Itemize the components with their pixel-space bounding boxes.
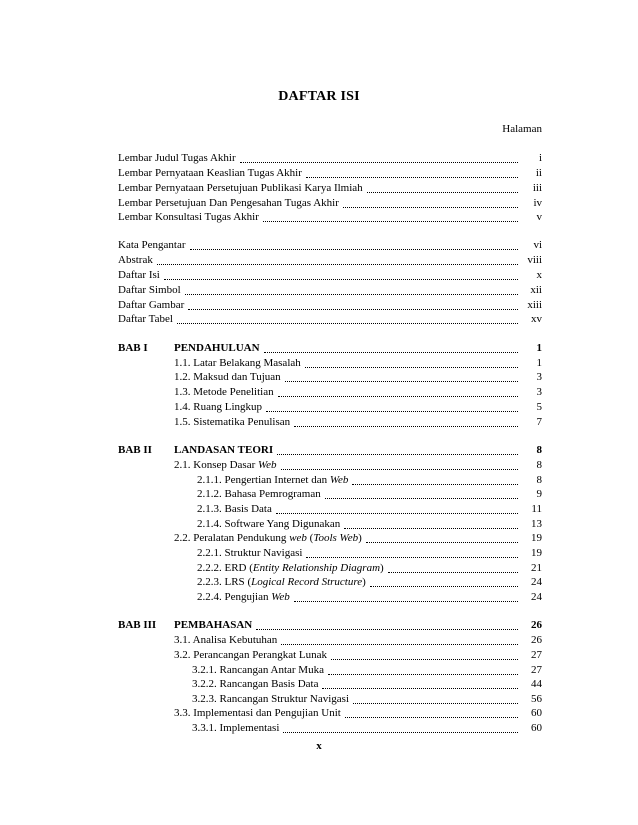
toc-entry-label: Lembar Konsultasi Tugas Akhir <box>118 211 259 223</box>
toc-dot-leader <box>366 532 518 543</box>
toc-entry-label: Abstrak <box>118 254 153 266</box>
toc-page-number: 26 <box>531 634 542 646</box>
toc-entry-label: 3.2.2. Rancangan Basis Data <box>192 678 319 690</box>
toc-page-number: 9 <box>536 488 542 500</box>
toc-page-number: viii <box>527 254 542 266</box>
toc-entry-label: 2.1. Konsep Dasar Web <box>174 459 277 471</box>
toc-entry-row <box>118 283 542 297</box>
toc-entry-row <box>174 400 542 414</box>
toc-entry-label: 3.1. Analisa Kebutuhan <box>174 634 278 646</box>
toc-dot-leader <box>278 386 518 397</box>
toc-entry-row <box>174 356 542 370</box>
toc-entry-row <box>118 151 542 165</box>
toc-dot-leader <box>352 474 518 485</box>
toc-entry-label: 1.1. Latar Belakang Masalah <box>174 357 301 369</box>
toc-entry-label: Lembar Persetujuan Dan Pengesahan Tugas Akhir <box>118 197 339 209</box>
toc-entry-row <box>118 181 542 195</box>
toc-entry-label: Kata Pengantar <box>118 239 186 251</box>
toc-entry-row <box>197 473 542 487</box>
toc-page-number: xii <box>530 284 542 296</box>
toc-page-number: iii <box>532 182 542 194</box>
page-column-label: Halaman <box>502 123 542 135</box>
toc-entry-label: 2.2.4. Pengujian Web <box>197 591 290 603</box>
toc-entry-label: 2.2.1. Struktur Navigasi <box>197 547 303 559</box>
toc-dot-leader <box>306 167 518 178</box>
toc-entry-row <box>118 196 542 210</box>
toc-page-number: 60 <box>531 707 542 719</box>
toc-page-number: 24 <box>531 576 542 588</box>
toc-entry-row <box>174 648 542 662</box>
toc-page-number: 8 <box>536 444 542 456</box>
toc-dot-leader <box>294 416 518 427</box>
toc-entry-label: 1.3. Metode Penelitian <box>174 386 274 398</box>
toc-entry-row <box>118 268 542 282</box>
toc-page-number: xiii <box>527 299 542 311</box>
toc-page-number: iv <box>533 197 542 209</box>
toc-entry-row <box>192 677 542 691</box>
toc-entry-row <box>197 546 542 560</box>
toc-dot-leader <box>367 182 518 193</box>
toc-dot-leader <box>343 197 518 208</box>
toc-dot-leader <box>353 693 518 704</box>
toc-page-number: 24 <box>531 591 542 603</box>
toc-entry-row <box>197 487 542 501</box>
toc-entry-row <box>174 415 542 429</box>
toc-entry-label: Lembar Pernyataan Persetujuan Publikasi Karya Ilmiah <box>118 182 363 194</box>
toc-entry-label: 2.1.1. Pengertian Internet dan Web <box>197 474 349 486</box>
toc-dot-leader <box>285 371 518 382</box>
toc-entry-row <box>118 298 542 312</box>
toc-dot-leader <box>281 459 518 470</box>
toc-page-number: 56 <box>531 693 542 705</box>
toc-entry-label: 2.1.4. Software Yang Digunakan <box>197 518 341 530</box>
toc-dot-leader <box>266 401 518 412</box>
toc-entry-row <box>174 531 542 545</box>
toc-entry-label: Daftar Simbol <box>118 284 181 296</box>
toc-entry-row <box>174 633 542 647</box>
toc-entry-label: 3.3. Implementasi dan Pengujian Unit <box>174 707 341 719</box>
toc-page-number: 8 <box>536 474 542 486</box>
toc-chapter-row <box>118 341 542 355</box>
toc-dot-leader <box>294 591 518 602</box>
toc-entry-label: PEMBAHASAN <box>174 619 253 631</box>
toc-dot-leader <box>344 518 518 529</box>
toc-entry-label: 3.2.3. Rancangan Struktur Navigasi <box>192 693 350 705</box>
toc-entry-row <box>118 312 542 326</box>
footer-page-number: x <box>316 740 322 752</box>
page-title: DAFTAR ISI <box>278 89 360 104</box>
toc-page-number: 1 <box>536 342 542 354</box>
toc-entry-row <box>118 253 542 267</box>
toc-entry-label: Daftar Tabel <box>118 313 173 325</box>
toc-page-number: ii <box>535 167 542 179</box>
toc-entry-label: 2.1.3. Basis Data <box>197 503 272 515</box>
toc-entry-label: 1.4. Ruang Lingkup <box>174 401 262 413</box>
toc-page-number: 26 <box>531 619 542 631</box>
toc-page-number: 27 <box>531 649 542 661</box>
toc-dot-leader <box>306 547 518 558</box>
toc-chapter-row <box>118 618 542 632</box>
toc-dot-leader <box>256 619 518 630</box>
toc-entry-row <box>118 210 542 224</box>
toc-dot-leader <box>370 576 518 587</box>
toc-entry-row <box>192 663 542 677</box>
toc-entry-row <box>197 502 542 516</box>
toc-entry-row <box>118 238 542 252</box>
toc-page-number: v <box>536 211 542 223</box>
toc-dot-leader <box>325 488 518 499</box>
toc-dot-leader <box>264 342 518 353</box>
toc-entry-label: Lembar Judul Tugas Akhir <box>118 152 236 164</box>
toc-entry-row <box>197 590 542 604</box>
toc-dot-leader <box>388 562 518 573</box>
toc-chapter-number: BAB III <box>118 619 157 631</box>
toc-entry-row <box>197 517 542 531</box>
toc-dot-leader <box>157 254 518 265</box>
toc-dot-leader <box>283 722 518 733</box>
toc-page-number: 60 <box>531 722 542 734</box>
toc-dot-leader <box>177 313 518 324</box>
toc-entry-label: 1.5. Sistematika Penulisan <box>174 416 291 428</box>
toc-page-number: 5 <box>536 401 542 413</box>
toc-page-number: 19 <box>531 532 542 544</box>
toc-dot-leader <box>188 299 518 310</box>
toc-chapter-number: BAB I <box>118 342 148 354</box>
toc-chapter-number: BAB II <box>118 444 152 456</box>
toc-entry-label: 2.1.2. Bahasa Pemrograman <box>197 488 321 500</box>
toc-entry-row <box>174 706 542 720</box>
toc-dot-leader <box>345 707 518 718</box>
toc-entry-row <box>174 370 542 384</box>
toc-page-number: i <box>538 152 542 164</box>
toc-entry-label: Lembar Pernyataan Keaslian Tugas Akhir <box>118 167 302 179</box>
toc-page-number: 21 <box>531 562 542 574</box>
toc-entry-label: Daftar Isi <box>118 269 160 281</box>
toc-entry-label: 2.2.2. ERD (Entity Relationship Diagram) <box>197 562 384 574</box>
toc-dot-leader <box>185 284 518 295</box>
toc-page-number: 1 <box>536 357 542 369</box>
toc-page-number: 3 <box>536 386 542 398</box>
toc-entry-label: Daftar Gambar <box>118 299 185 311</box>
toc-entry-label: PENDAHULUAN <box>174 342 260 354</box>
toc-entry-label: 2.2.3. LRS (Logical Record Structure) <box>197 576 366 588</box>
toc-entry-row <box>174 385 542 399</box>
toc-dot-leader <box>281 634 518 645</box>
toc-page-number: vi <box>533 239 542 251</box>
toc-entry-label: 3.3.1. Implementasi <box>192 722 280 734</box>
toc-page-number: x <box>536 269 542 281</box>
toc-page-number: 3 <box>536 371 542 383</box>
toc-entry-row <box>192 692 542 706</box>
toc-entry-row <box>197 561 542 575</box>
toc-dot-leader <box>328 664 518 675</box>
toc-dot-leader <box>164 269 518 280</box>
toc-entry-label: 3.2. Perancangan Perangkat Lunak <box>174 649 328 661</box>
toc-entry-row <box>197 575 542 589</box>
toc-dot-leader <box>240 152 518 163</box>
toc-entry-label: LANDASAN TEORI <box>174 444 274 456</box>
toc-entry-label: 3.2.1. Rancangan Antar Muka <box>192 664 324 676</box>
toc-dot-leader <box>277 444 518 455</box>
toc-dot-leader <box>276 503 518 514</box>
toc-dot-leader <box>322 678 518 689</box>
toc-entry-row <box>174 458 542 472</box>
toc-entry-row <box>118 166 542 180</box>
toc-dot-leader <box>305 357 518 368</box>
toc-entry-label: 2.2. Peralatan Pendukung web (Tools Web) <box>174 532 362 544</box>
toc-page-number: 19 <box>531 547 542 559</box>
toc-dot-leader <box>190 239 519 250</box>
toc-page-number: xv <box>531 313 542 325</box>
toc-page-number: 11 <box>531 503 542 515</box>
toc-entry-label: 1.2. Maksud dan Tujuan <box>174 371 281 383</box>
toc-dot-leader <box>331 649 518 660</box>
toc-page-number: 44 <box>531 678 542 690</box>
toc-entry-row <box>192 721 542 735</box>
toc-page-number: 13 <box>531 518 542 530</box>
toc-dot-leader <box>263 211 518 222</box>
toc-page-number: 7 <box>536 416 542 428</box>
toc-chapter-row <box>118 443 542 457</box>
toc-page-number: 27 <box>531 664 542 676</box>
toc-page-number: 8 <box>536 459 542 471</box>
